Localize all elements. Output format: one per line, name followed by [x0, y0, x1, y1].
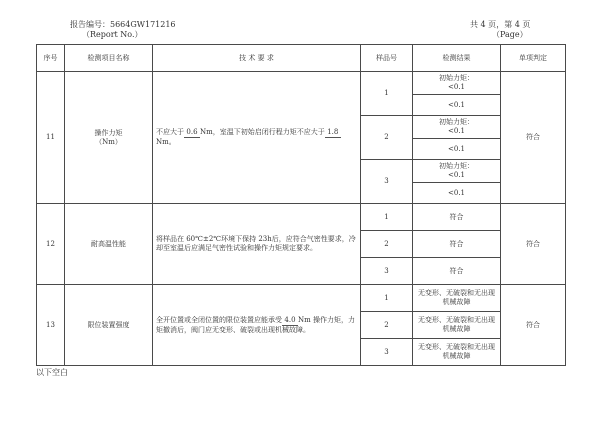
row12-sample-1: 1: [361, 204, 413, 231]
row13-result-2: 无变形、无破裂和无出现机械故障: [413, 312, 501, 339]
row13-judgment: 符合: [501, 285, 566, 366]
report-number-en: （Report No.）: [82, 30, 143, 39]
col-judgment: 单项判定: [501, 45, 566, 72]
row11-result-1b: <0.1: [413, 95, 501, 116]
table-row: [37, 72, 566, 95]
row12-requirement: 将样品在 60℃±2℃环境下保持 23h后，应符合气密性要求，冷却至室温后应满足气密性试验和操作力矩规定要求。: [153, 204, 361, 285]
row11-seq: 11: [37, 72, 65, 204]
pages-total: 共 4 页: [470, 20, 497, 29]
report-number-label: 报告编号：: [70, 20, 110, 29]
table-header-row: [37, 45, 566, 72]
col-sample-no: 样品号: [361, 45, 413, 72]
row12-result-2: 符合: [413, 231, 501, 258]
row11-sample-1: 1: [361, 72, 413, 116]
col-requirement: 技 术 要 求: [153, 45, 361, 72]
row13-sample-2: 2: [361, 312, 413, 339]
row11-result-2b: <0.1: [413, 139, 501, 160]
row11-sample-2: 2: [361, 116, 413, 160]
row12-judgment: 符合: [501, 204, 566, 285]
page-en: （Page）: [492, 30, 528, 39]
col-result: 检测结果: [413, 45, 501, 72]
row13-result-3: 无变形、无破裂和无出现机械故障: [413, 339, 501, 366]
col-item: 检测项目名称: [65, 45, 153, 72]
row13-seq: 13: [37, 285, 65, 366]
page-info-block: 共 4 页，第 4 页 （Page）: [470, 20, 531, 39]
report-number: 5664GW171216: [110, 20, 176, 29]
page-current: 第 4 页: [504, 20, 531, 29]
row12-name: 耐高温性能: [65, 204, 153, 285]
row11-sample-3: 3: [361, 160, 413, 204]
row11-result-1a: 初始力矩： <0.1: [413, 72, 501, 95]
row11-judgment: 符合: [501, 72, 566, 204]
col-seq: 序号: [37, 45, 65, 72]
row13-sample-1: 1: [361, 285, 413, 312]
row12-sample-2: 2: [361, 231, 413, 258]
row11-result-3b: <0.1: [413, 183, 501, 204]
row13-requirement: 全开位置或全闭位置的限位装置应能承受 4.0 Nm 操作力矩，力矩撤消后，阀门应无变形、破裂或出现机械故障。: [153, 285, 361, 366]
row12-result-3: 符合: [413, 258, 501, 285]
table-row: [37, 285, 566, 312]
row11-result-3a: 初始力矩： <0.1: [413, 160, 501, 183]
row12-sample-3: 3: [361, 258, 413, 285]
row11-name: 操作力矩 （Nm）: [65, 72, 153, 204]
report-number-block: [70, 20, 176, 40]
table-row: [37, 204, 566, 231]
row11-requirement: 不应大于 0.6 Nm，室温下初始启闭行程力矩不应大于 1.8Nm。: [153, 72, 361, 204]
row13-result-1: 无变形、无破裂和无出现机械故障: [413, 285, 501, 312]
blank-below-note: 以下空白: [36, 368, 68, 377]
row11-result-2a: 初始力矩： <0.1: [413, 116, 501, 139]
row12-seq: 12: [37, 204, 65, 285]
row13-name: 限位装置强度: [65, 285, 153, 366]
report-table: [36, 44, 566, 366]
row12-result-1: 符合: [413, 204, 501, 231]
row13-sample-3: 3: [361, 339, 413, 366]
